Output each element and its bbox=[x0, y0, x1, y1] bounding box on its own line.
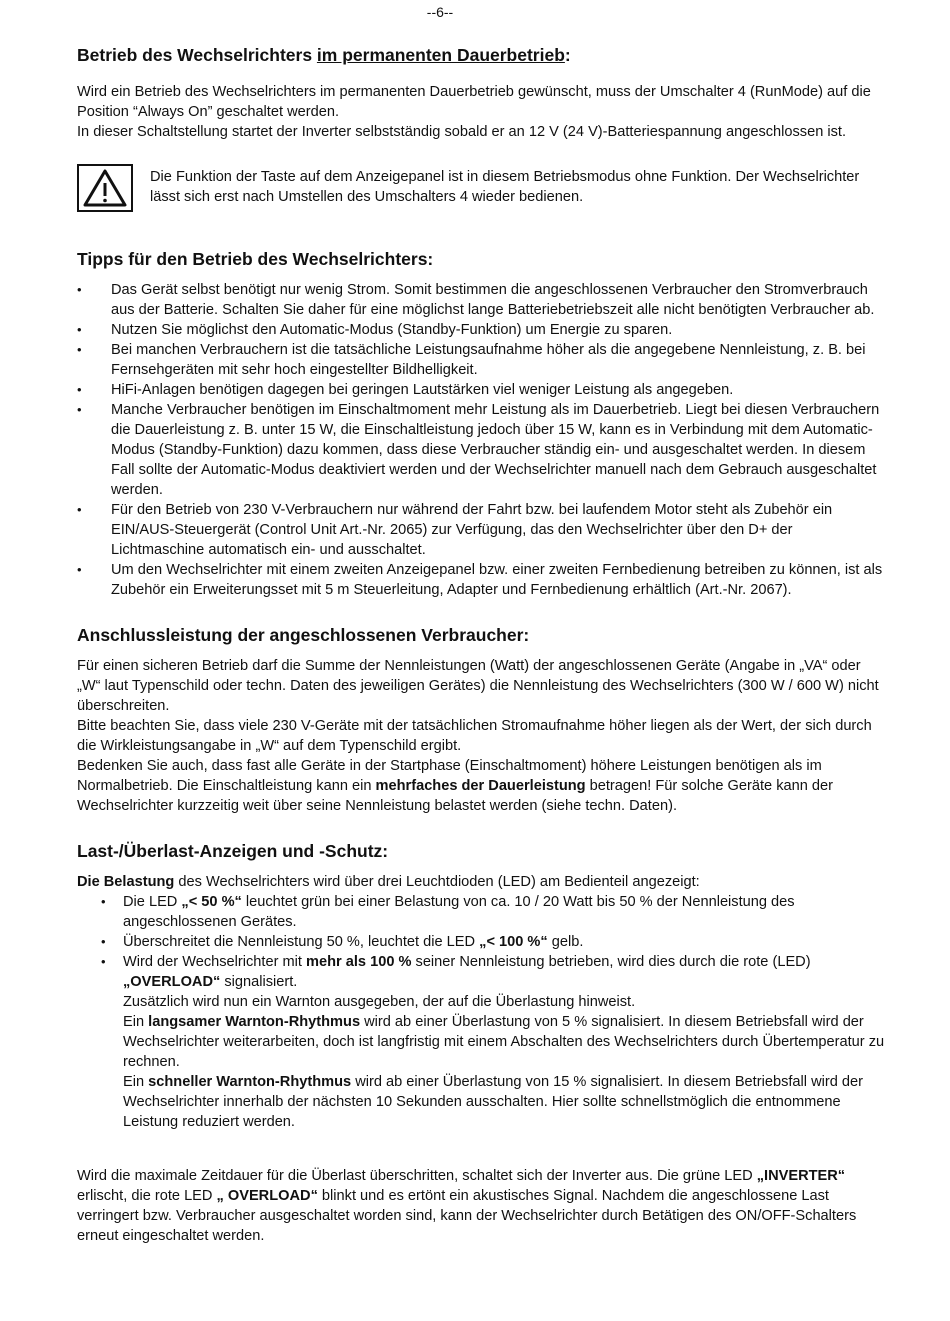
list-item: • Das Gerät selbst benötigt nur wenig Strom. Somit bestimmen die angeschlossenen Verbraucher den Stromverbrauch aus der Batterie. Schalten Sie daher für eine möglichst lange Batteriebetriebszeit alle nicht benötigten Verbraucher ab. bbox=[77, 280, 887, 320]
warning-note bbox=[77, 164, 887, 212]
list-item: • Manche Verbraucher benötigen im Einschaltmoment mehr Leistung als im Dauerbetrieb. Liegt bei diesen Verbrauchern die Dauerleistung z. B. unter 15 W, die Einschaltleistung jedoch über 15 W, kann es in Verbindung mit dem Automatic-Modus (Standby-Funktion) dazu kommen, dass diese Verbraucher ständig ein- und ausgeschaltet werden. In diesem Fall sollte der Automatic-Modus deaktiviert werden und der Wechselrichter manuell nach dem Gebrauch ausgeschaltet werden. bbox=[77, 400, 887, 500]
list-item: • Wird der Wechselrichter mit mehr als 100 % seiner Nennleistung betrieben, wird dies durch die rote (LED) „OVERLOAD“ signalisiert. Zusätzlich wird nun ein Warnton ausgegeben, der auf die Überlastung hinweist. Ein langsamer Warnton-Rhythmus wird ab einer Überlastung von 5 % signalisiert. In diesem Betriebsfall wird der Wechselrichter weiterarbeiten, doch ist langfristig mit einem Abschalten des Wechselrichters durch Übertemperatur zu rechnen. Ein schneller Warnton-Rhythmus wird ab einer Überlastung von 15 % signalisiert. In diesem Betriebsfall wird der Wechselrichter innerhalb der nächsten 10 Sekunden ausschalten. Hier sollte schnellstmöglich die entnommene Leistung reduziert werden. bbox=[101, 952, 887, 1132]
list-item: • Überschreitet die Nennleistung 50 %, leuchtet die LED „< 100 %“ gelb. bbox=[101, 932, 887, 952]
page-content bbox=[77, 44, 887, 1246]
paragraph: In dieser Schaltstellung startet der Inverter selbstständig sobald er an 12 V (24 V)-Batteriespannung angeschlossen ist. bbox=[77, 124, 847, 140]
list-item: • Um den Wechselrichter mit einem zweiten Anzeigepanel bzw. einer zweiten Fernbedienung betreiben zu können, ist als Zubehör ein Erweiterungsset mit 5 m Steuerleitung, Adapter und Fernbedienung erhältlich (Art.-Nr. 2067). bbox=[77, 560, 887, 600]
list-item: • Für den Betrieb von 230 V-Verbrauchern nur während der Fahrt bzw. bei laufendem Motor steht als Zubehör ein EIN/AUS-Steuergerät (Control Unit Art.-Nr. 2065) zur Verfügung, das den Wechselrichter über den D+ der Lichtmaschine automatisch ein- und ausschaltet. bbox=[77, 500, 887, 560]
paragraph: Wird ein Betrieb des Wechselrichters im permanenten Dauerbetrieb gewünscht, muss der Umschalter 4 (RunMode) auf die Position “Always On” geschaltet werden. bbox=[77, 84, 871, 120]
led-list bbox=[77, 892, 887, 1132]
section-heading-overload: Last-/Überlast-Anzeigen und -Schutz: bbox=[77, 841, 389, 861]
section-heading-connected-load: Anschlussleistung der angeschlossenen Verbraucher: bbox=[77, 625, 530, 645]
list-item: • Nutzen Sie möglichst den Automatic-Modus (Standby-Funktion) um Energie zu sparen. bbox=[77, 320, 887, 340]
list-item: • HiFi-Anlagen benötigen dagegen bei geringen Lautstärken viel weniger Leistung als angegeben. bbox=[77, 380, 887, 400]
section-heading-tips: Tipps für den Betrieb des Wechselrichters: bbox=[77, 249, 434, 269]
heading-underlined-part: im permanenten Dauerbetrieb bbox=[316, 45, 565, 65]
page-number: --6-- bbox=[426, 4, 454, 20]
warning-triangle-icon bbox=[77, 164, 133, 212]
list-item: • Bei manchen Verbrauchern ist die tatsächliche Leistungsaufnahme höher als die angegebene Nennleistung, z. B. bei Fernsehgeräten mit sehr hoch eingestellter Bildhelligkeit. bbox=[77, 340, 887, 380]
paragraph: Die Belastung des Wechselrichters wird über drei Leuchtdioden (LED) am Bedienteil angezeigt: bbox=[77, 874, 700, 890]
paragraph: Bitte beachten Sie, dass viele 230 V-Geräte mit der tatsächlichen Stromaufnahme höher liegen als der Wert, der sich durch die Wirkleistungsangabe in „W“ auf dem Typenschild ergibt. bbox=[77, 718, 872, 754]
paragraph: Wird die maximale Zeitdauer für die Überlast überschritten, schaltet sich der Inverter aus. Die grüne LED „INVERTER“ erlischt, die rote LED „ OVERLOAD“ blinkt und es ertönt ein akustisches Signal. Nachdem die angeschlossene Last verringert bzw. Verbraucher ausgeschaltet worden sind, kann der Wechselrichter durch Betätigen des ON/OFF-Schalters erneut eingeschaltet werden. bbox=[77, 1168, 857, 1244]
section-heading-permanent-mode: Betrieb des Wechselrichters im permanenten Dauerbetrieb: bbox=[77, 45, 571, 65]
list-item: • Die LED „< 50 %“ leuchtet grün bei einer Belastung von ca. 10 / 20 Watt bis 50 % der Nennleistung des angeschlossenen Gerätes. bbox=[101, 892, 887, 932]
warning-text: Die Funktion der Taste auf dem Anzeigepanel ist in diesem Betriebsmodus ohne Funktion. Der Wechselrichter lässt sich erst nach Umstellen des Umschalters 4 wieder bedienen. bbox=[150, 169, 860, 205]
tips-list bbox=[77, 280, 887, 600]
paragraph: Für einen sicheren Betrieb darf die Summe der Nennleistungen (Watt) der angeschlossenen Geräte (Angabe in „VA“ oder „W“ laut Typenschild oder techn. Daten des jeweiligen Gerätes) die Nennleistung des Wechselrichters (300 W / 600 W) nicht überschreiten. bbox=[77, 658, 879, 714]
paragraph: Bedenken Sie auch, dass fast alle Geräte in der Startphase (Einschaltmoment) höhere Leistungen benötigen als im Normalbetrieb. Die Einschaltleistung kann ein mehrfaches der Dauerleistung betragen! Für solche Geräte kann der Wechselrichter kurzzeitig weit über seine Nennleistung belastet werden (siehe techn. Daten). bbox=[77, 758, 834, 814]
